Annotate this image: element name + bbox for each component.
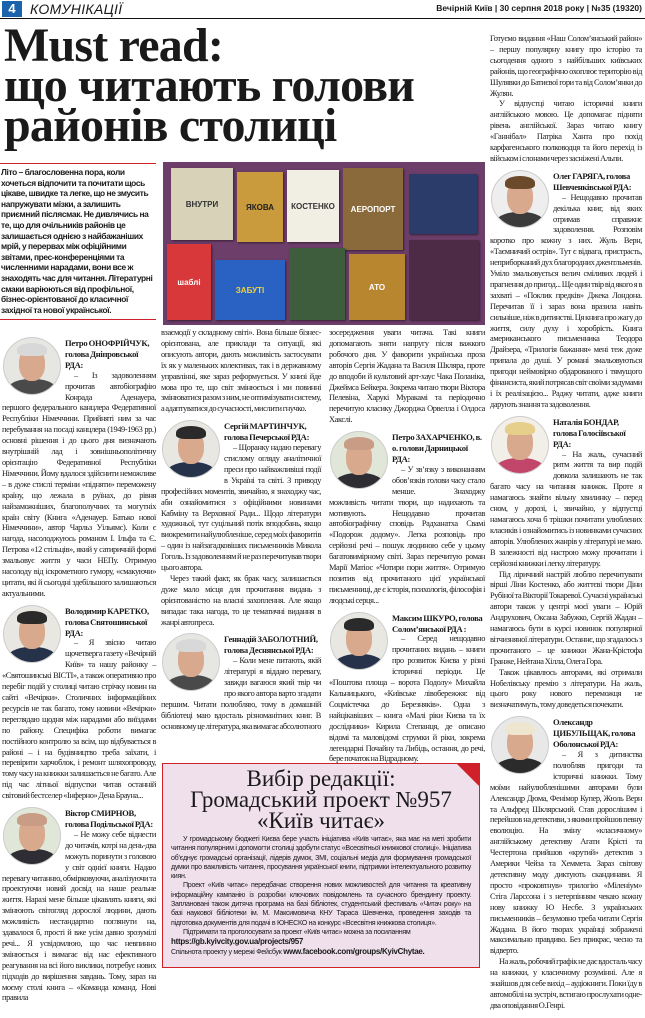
article-paragraph: – На жаль, сучасний ритм життя та вир подій довкола залишають не так багато часу на читання книжок. Проте я намагаюсь знайти вільну хвилинку – перед сном, у дорозі, і, звичайно, у відпустці намагаюсь хоча б трішки почитати улюблених класиків і ознайомитись із новинками сучасних авторів. Улюблених жанрів у літературі не маю. В залежності від настрою можу прочитати і серйозні книжки і легку літературу. [490, 449, 642, 568]
speaker-name: Петро ЗАХАРЧЕНКО, в. о. голови Дарницької РДА: [392, 432, 482, 464]
article-paragraph: На жаль, робочий графік не дає вдосталь часу на книжки, у класичному розумінні. Але я знайшов для себе вихід – аудіокниги. Поки їду в автомобілі на зустріч, встигаю прослухати одне-два оповідання О.Генрі. [490, 957, 642, 1010]
article-paragraph: – У зв’язку з виконанням обов’язків голови часу стало менше. Знаходжу можливість читати твори, що надихають та мотивують. Нещодавно прочитав автобіографічну сповідь Радханатха Свамі «Подорож додому». Легка розповідь про серйозні речі – пошук людиною себе у цьому багатовимірному світі. Зараз перечитую роман Марії Матіос «Чотири пори життя». Отримую позитив від прочитаного цієї української письменниці, де є історія, психологія, філософія і людські серця... [329, 464, 485, 605]
article [490, 717, 642, 1011]
article-paragraph: взаємодії у складному світі». Вона більше бізнес-орієнтована, але приклади та ситуації, які описують автори, дають можливість застосувати їх як у маленьких колективах, так і в державному управлінні, яке зараз реформується. У книзі йде мова про те, що світ змінюється і ми повинні змінюватися разом з ним, не оптимізувати систему, а адаптуватися до сучасності, мислити гнучко. [161, 328, 321, 414]
book-cover: КОСТЕНКО [287, 170, 339, 242]
article [161, 421, 321, 628]
project-link[interactable]: https://gb.kyivcity.gov.ua/projects/957 [171, 937, 304, 947]
headline-line: Must read: [4, 19, 224, 72]
suit-shape [6, 379, 58, 394]
portrait-photo [331, 613, 387, 669]
hair-shape [344, 618, 374, 631]
article [329, 613, 485, 766]
article-paragraph: – Із задоволенням прочитав автобіографію Конрада Аденауера, першого федерального канцлера Федеративної Республіки Німеччини. Прийняті ним за час перебування на посаді канцлера (1949-1963 рр.) основні рішення і до цього дня визначають внутрішній лад і зовнішньополітичну орієнтацію Федеративної Республіки Німеччини. Йому вдалося здійснити неможливе – в дуже стислі терміни «підняти» переможену країну, що лежала в руїнах, до рівня найзаможніших, благополучних та могутніх країн світу (Книга «Аденауер. Батько нової Німеччини», автор Чарльз Уільямс). Коли є нагода, насолоджуюсь романом І. Ільфа та Є. Петрова «12 стільців», який у сатиричній формі змальовує життя у часи НЕПу. Отримую насолоду від іскрометного гумору, «смакуючи» цитати, які й сьогодні здебільшого залишаються актуальними. [2, 370, 156, 598]
portrait-photo [4, 338, 60, 394]
headline-line: районів столиці [4, 99, 337, 152]
column-1 [2, 338, 156, 1010]
facebook-line [171, 947, 471, 957]
portrait-photo [4, 808, 60, 864]
article-paragraph: – Я з дитинства полюбляв пригоди та історичні книжки. Тому моїми найулюбленішими авторами були Александр Дюма, Фенімор Купер, Жюль Верн та Альфред Шклярський. Став дорослішим і перейшов на детективи, з якими пройшов певну еволюцію. На зміну «класичному» англійському детективу Агати Крісті та Честертона прийшов «крутий» детектив з Америки Чейза та Хеммета. Зараз світову детективну моду диктують скандинави. Я просто «проковтнув» трилогію «Міленіум» Стіга Ларссона і з нетерпінням чекаю кожну нову книжку Ю Несбе. З українських письменників – безумовно треба читати Сергія Жадана. В його творах українці зображені максимально правдиво. Без прикрас, чесно та відверто. [490, 750, 642, 956]
portrait-photo [492, 417, 548, 473]
article-paragraph: – Не можу себе віднести до читачів, котрі на день-два можуть поринути з головою у світ однієї книги. Надаю перевагу читанню, обмірковуючи, аналізуючи та проектуючи новий досвід на наше реальне життя. Наразі мене більше цікавлять книги, які змінюють світогляд дорослої людини, дають можливість нестандартно поглянути на, здавалося б, прості й вже усім давно зрозумілі речі... Я усвідомлюю, що час невпинно змінюється і вимагає від нас ефективного реагування на всі його виклики, потребує нових підходів до вирішення завдань. Тому, зараз на моєму столі книга – «Команда команд. Нові правила [2, 829, 156, 1003]
speaker-name: Олег ГАРЯГА, голова Шевченківської РДА: [553, 170, 632, 192]
facebook-label: Спільнота проекту у мережі Фейсбук [171, 947, 284, 956]
portrait-photo [163, 634, 219, 690]
suit-shape [494, 212, 546, 227]
book-cover: шаблі [167, 244, 211, 320]
speaker-name: Віктор СМИРНОВ, голова Подільської РДА: [65, 808, 153, 829]
article [329, 328, 485, 426]
title-line: Вибір редакції: [246, 766, 396, 791]
hair-shape [505, 422, 535, 435]
article [2, 338, 156, 600]
speaker-name: Володимир КАРЕТКО, голова Святошинської РДА: [65, 605, 149, 638]
hair-shape [176, 426, 206, 439]
editorial-paragraph: Підтримати та проголосувати за проект «Київ читає» можна за посиланням [183, 927, 411, 936]
headline [4, 19, 484, 152]
article-paragraph: Через такий факт, як брак часу, залишається дуже мало місця для прочитання видань з орієнтованістю на власні захоплення. Але якщо випадає така нагода, то це тематичні видання в жанрі автопреса. [161, 573, 321, 627]
page-number: 4 [2, 1, 22, 17]
facebook-link[interactable]: www.facebook.com/groups/KyivChytae. [283, 946, 425, 956]
portrait-photo [4, 606, 60, 662]
book-cover: ЯКОВА [237, 172, 283, 242]
suit-shape [333, 654, 385, 669]
suit-shape [6, 849, 58, 864]
hair-shape [176, 639, 206, 652]
speaker-name: Олександр ЦИБУЛЬЩАК, голова Оболонської РДА: [553, 717, 636, 750]
article-paragraph: Також цікавлюсь авторами, які отримали Нобелівську премію з літератури. На жаль, цього року нового переможця не визначатимуть, тому доведеться почекати. [490, 667, 642, 710]
article-paragraph: – Щоранку надаю перевагу стислому огляду аналітичної преси про найважливіші події в Україні та світі. З приводу професійних моментів, звичайно, я знаходжу час, аби ознайомитися з офіційними новинами Кабміну та Верховної Ради... Щодо літератури художньої, тут суцільний потік вподобань, якщо виокремити найулюбленіше, серед моїх фаворитів – один із найзагадковіших письменників Микола Гоголь. Із задоволенням й не раз перечитував твори цього автора. [161, 443, 321, 573]
article-paragraph: У відпустці читаю історичні книги англійською мовою. Це допомагає підняти рівень англійської. Зараз читаю книгу «Ганнібал» Патріка Ханта про похід карфагенського полководця та його перехід із військом і слонами через засніжені Альпи. [490, 99, 642, 163]
book-cover: ВНУТРИ [171, 168, 233, 240]
book-cover [409, 174, 477, 234]
editorial-box-title [171, 768, 471, 831]
speaker-name: Петро ОНОФРІЙЧУК, голова Дніпровської РДА: [65, 338, 150, 370]
article [490, 34, 642, 165]
section-title: КОМУНІКАЦІЇ [30, 1, 123, 17]
editorial-paragraph: У громадському бюджеті Києва бере участь ініціатива «Київ читає», яка має на меті зробити читання популярним і допомогти столиці здобути статус «Всесвітньої книжкової столиці». Ініціатива об’єднує громадські організації, лідерів думок, ЗМІ, соціальні медіа для формування громадської думки про важливість читання, просування української книги, підтримки інтелектуального розвитку киян. [171, 835, 471, 881]
issue-info: Вечірній Київ | 30 серпня 2018 року | №35 (19320) [436, 3, 642, 13]
portrait-photo [163, 421, 219, 477]
book-cover: АЕРОПОРТ [343, 168, 403, 250]
intro-lead: Літо – благословенна пора, коли хочеться відпочити та почитати щось цікаве, швидке та легке, що не змусить напружувати мізки, а залишить приємний післясмак. Не дивлячись на те, що для очільників районів це залишається однією з найбажаніших мрій, у перервах між офіційними звітами, прес-конференціями та численними нарадами, вони все ж знаходять час для читання. Літературні смаки варіюються від профільної, бізнес-орієнтованої до класичної західної та нової української. [0, 163, 156, 320]
article-paragraph: зосередження уваги читача. Такі книги допомагають зняти напругу після важкого робочого дня. У фаворити українська проза авторів Сергія Жадана та Василя Шкляра, проте до вподоби й культовий арт-хаус Чака Поланіка, Джеймса Бейкера. Зокрема читаю твори Віктора Пелевіна, Харукі Муракамі та періодично перечитую класику Джорджа Орвелла і Олдоса Хакслі. [329, 328, 485, 425]
article [2, 606, 156, 802]
column-3 [329, 328, 485, 771]
hair-shape [17, 611, 47, 624]
speaker-name: Сергій МАРТИНЧУК, голова Печерської РДА: [224, 421, 310, 443]
speaker-name: Максим ШКУРО, голова Солом’янської РДА : [392, 612, 483, 634]
article [161, 328, 321, 415]
suit-shape [165, 462, 217, 477]
portrait-photo [492, 717, 548, 773]
hair-shape [344, 437, 374, 450]
article [490, 171, 642, 411]
suit-shape [494, 458, 546, 473]
suit-shape [165, 675, 217, 690]
suit-shape [6, 647, 58, 662]
editorial-box [162, 763, 480, 968]
title-line: «Київ читає» [257, 808, 385, 833]
speaker-name: Геннадій ЗАБОЛОТНИЙ, голова Деснянської РДА: [224, 634, 318, 656]
article [161, 634, 321, 732]
book-cover [289, 248, 345, 320]
title-line: Громадський проект №957 [190, 787, 452, 812]
page-header [0, 0, 645, 19]
article-paragraph: Під ліричний настрій люблю перечитувати вірші Ліни Костенко, або життєві твори Діни Рубіної та Вікторії Токаревої. Сучасні українські автори також у центрі моєї уваги – Юрій Андрухович, Оксана Забужко, Сергій Жадан – намагаюсь бути в курсі новинок популярної вітчизняної літератури. Останнє, що згадалось з прочитаного – це книжки Жана-Крістофа Гранже, Нейтана Хілла, Олега Гора. [490, 569, 642, 666]
portrait-photo [492, 171, 548, 227]
suit-shape [494, 758, 546, 773]
book-cover: ЗАБУТІ [215, 260, 285, 320]
suit-shape [333, 473, 385, 488]
article [2, 808, 156, 1004]
book-cover [409, 240, 479, 320]
portrait-photo [331, 432, 387, 488]
book-collage-image [163, 162, 485, 325]
hair-shape [17, 343, 47, 356]
column-2 [161, 328, 321, 739]
hair-shape [505, 722, 535, 735]
article-paragraph: – Нещодавно прочитав декілька книг, від яких отримав справжнє задоволення. Розповім коротко про кожну з них. Жуль Верн, «Таємничий острів». Тут є відвага, пристрасть, неприборканий дух благородних джентльменів. Уміло змальовується велич сміливих людей і прагнення до пригод... Ще один твір від якого я в захваті – «Поклик предків» Джека Лондона. Перечитав її і зараз вона вразила навіть сильніше, ніж в дитинстві. Ця книга про жагу до життя, силу духу і хоробрість. Книга американського письменника Теодора Драйзера, «Трилогія бажання» мені теж дуже припала до душі. У романі змальовуються пригоди неймовірно обдарованого і тямущого фінансиста, який потрясав світ своїми задумами і їх реалізацією... Раджу читати, адже книги дарують знання та задоволення. [490, 192, 642, 409]
speaker-name: Наталія БОНДАР, голова Голосіївської РДА: [553, 416, 626, 449]
column-4 [490, 34, 642, 1018]
article-paragraph: Готуємо видання «Наш Солом’янський район» – першу популярну книгу про історію та сьогодення одного з найбільших київських районів, що географічно охоплює територію від Шулявки до Батиєвої гори та від Солом’янки до Жулян. [490, 34, 642, 98]
book-cover: АТО [349, 254, 405, 320]
article [490, 417, 642, 711]
editorial-paragraph: Проект «Київ читає» передбачає створення нових можливостей для читання та креативну інформаційну кампанію із розробки ключових повідомлень та сучасного брендингу проекту. Заплановані також дитяча програма на базі бібліотек, студентський фестиваль «Читач року» на базі наукової бібліотеки ім. М. Максимовича КНУ Тараса Шевченка, проведення заходів та підготовка документів для подачі в ЮНЕСКО на конкурс «Всесвітня книжкова столиця». [171, 881, 471, 927]
article-paragraph: – Я звісно читаю щочетверга газету «Вечірній Київ» та нашу районку – «Святошинські ВІСТІ», а також оперативно про перебіг подій у столиці читаю стрічку новин на сайті «Вечірки». Столичних інформаційних ресурсів не так багато, тому новини «Вечірки» переглядаю щодня між нарадами або виїздами по району. Специфіка роботи вимагає постійного контролю за всім, що відбувається в районі – і на будівництво треба заїхати, і перевірити харчоблок, і ремонт шляхопроводу, тому часу на книжки залишається не багато. Але під час літньої відпустки читав останній світовий бестселер «Інферно» Дена Брауна... [2, 638, 156, 801]
article [329, 432, 485, 607]
headline-line: що читають голови [4, 59, 415, 112]
article-paragraph: – Коли мене питають, якій літературі я віддаю перевагу, завжди вагаюся який твір чи про якого автора варто згадати першим. Читати полюбляю, тому в домашній бібліотеці маю вдосталь різноманітних книг. В основному це література, яка вимагає абсолютного [161, 656, 322, 731]
article-paragraph: – Серед нещодавно прочитаних видань – книги про розвиток Києва у різні історичні періоди. Це «Поштова площа – ворота Подолу» Михайла Кальницького, «Київське лівобережжя: від Соцмістечка до Березняків». Одна з найцікавіших – книга «Малі ріки Києва та їх дослідники» Кирила Степанця, де описано відомі та маловідомі струмки й ріки, зокрема легендарні Почайну та Либідь, остання, до речі, бере початок на Відрадному. [329, 634, 485, 764]
hair-shape [505, 176, 535, 189]
hair-shape [17, 813, 47, 826]
